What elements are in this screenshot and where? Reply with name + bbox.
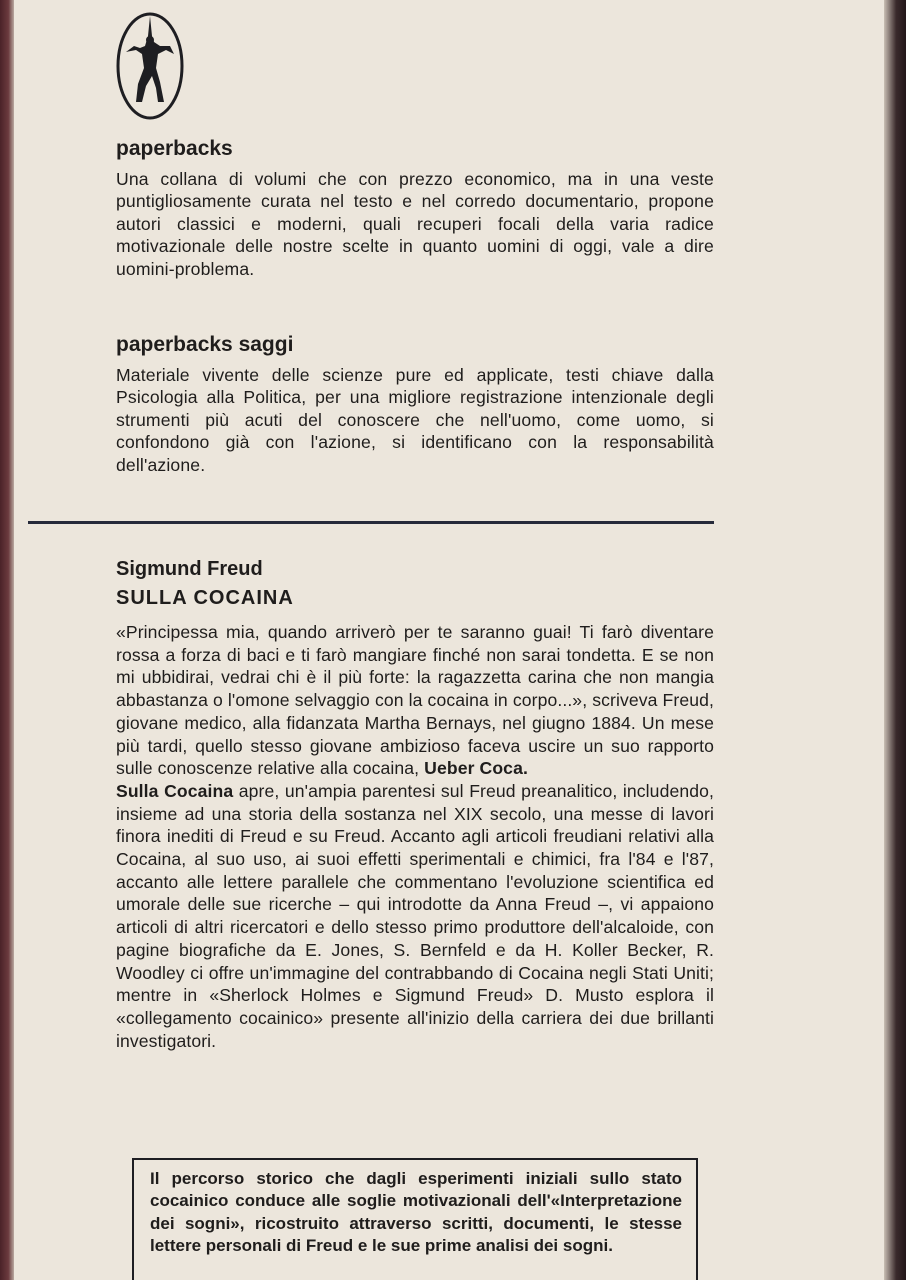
description-bold-lead: Sulla Cocaina <box>116 780 234 801</box>
series-heading: paperbacks <box>116 137 233 160</box>
dancing-figure-icon <box>114 6 186 124</box>
series-block-paperbacks <box>116 136 714 280</box>
description-paragraph <box>116 780 714 1052</box>
cover-spine-right <box>884 0 906 1280</box>
quote-bold-title: Ueber Coca. <box>424 758 528 779</box>
series-block-saggi <box>116 332 714 476</box>
series-heading: paperbacks saggi <box>116 333 294 356</box>
cover-spine-left <box>0 0 14 1280</box>
description-text: apre, un'ampia parentesi sul Freud preanalitico, includendo, insieme ad una storia della sostanza nel XIX secolo, una messe di lavori finora inediti di Freud e su Freud. Accanto agli articoli freudiani relativi alla Cocaina, al suo uso, ai suoi effetti sperimentali e chimici, fra l'84 e l'87, accanto alle lettere parallele che commentano l'evoluzione scientifica ed umorale delle sue ricerche – qui introdotte da Anna Freud –, vi appaiono articoli di altri ricercatori e dello stesso primo produttore dell'alcaloide, con pagine biografiche da E. Jones, S. Bernfeld e da H. Koller Becker, R. Woodley ci offre un'immagine del contrabbando di Cocaina negli Stati Uniti; mentre in «Sherlock Holmes e Sigmund Freud» D. Musto esplora il «collegamento cocainico» presente all'inizio della carriera dei due brillanti investigatori. <box>116 780 714 1051</box>
series-description: Materiale vivente delle scienze pure ed applicate, testi chiave dalla Psicologia alla Politica, per una migliore registrazione intenzionale degli strumenti più acuti del conoscere che nell'uomo, come uomo, si confondono già con l'azione, si identificano con la responsabilità dell'azione. <box>116 365 714 475</box>
author-name: Sigmund Freud <box>116 558 263 580</box>
back-cover <box>14 0 884 1280</box>
quote-paragraph <box>116 621 714 780</box>
section-divider <box>28 521 714 524</box>
series-description: Una collana di volumi che con prezzo economico, ma in una veste puntigliosamente curata nel testo e nel corredo documentario, propone autori classici e moderni, quali recuperi focali della varia radice motivazionale delle nostre scelte in quanto uomini di oggi, vale a dire uomini-problema. <box>116 169 714 279</box>
blurb <box>116 621 714 1052</box>
boxed-summary: Il percorso storico che dagli esperimenti iniziali sullo stato cocainico conduce alle soglie motivazionali dell'«Interpretazione dei sogni», ricostruito attraverso scritti, documenti, le stesse lettere personali di Freud e le sue prime analisi dei sogni. <box>132 1158 698 1280</box>
quote-text: «Principessa mia, quando arriverò per te saranno guai! Ti farò diventare rossa a forza di baci e ti farò mangiare finché non sarai tondetta. E se non mi ubbidirai, vedrai chi è il più forte: la ragazzetta carina che non mangia abbastanza o l'omone selvaggio con la cocaina in corpo...», scriveva Freud, giovane medico, alla fidanzata Martha Bernays, nel giugno 1884. Un mese più tardi, quello stesso giovane ambizioso faceva uscire un suo rapporto sulle conoscenze relative alla cocaina, <box>116 622 714 779</box>
book-title: SULLA COCAINA <box>116 587 294 609</box>
book-description <box>116 556 714 1052</box>
